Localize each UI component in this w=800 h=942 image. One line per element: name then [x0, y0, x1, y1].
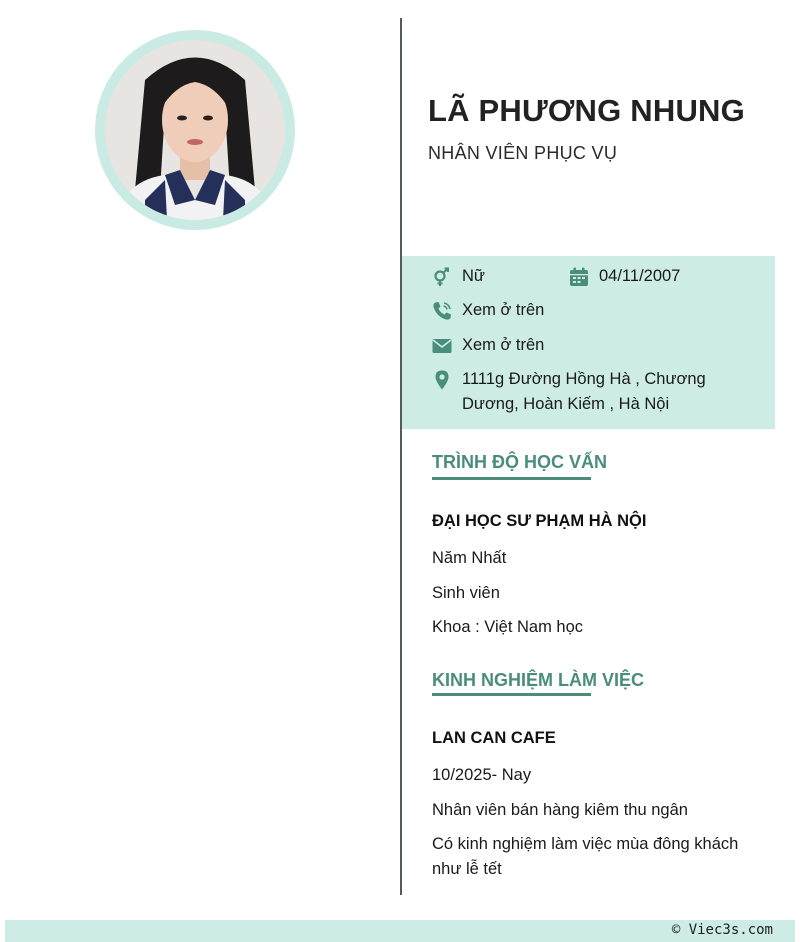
contact-panel [402, 256, 775, 429]
footer-credit: © Viec3s.com [671, 922, 773, 938]
experience-heading: KINH NGHIỆM LÀM VIỆC [432, 670, 645, 690]
email-value: Xem ở trên [462, 336, 545, 354]
candidate-name: LÃ PHƯƠNG NHUNG [428, 93, 745, 128]
gender-row [432, 267, 485, 289]
address-value: 1111g Đường Hồng Hà , Chương Dương, Hoàn Kiếm , Hà Nội [462, 370, 706, 413]
phone-icon [432, 301, 452, 321]
experience-company: LAN CAN CAFE [432, 729, 556, 747]
experience-role: Nhân viên bán hàng kiêm thu ngân [432, 801, 688, 819]
education-school: ĐẠI HỌC SƯ PHẠM HÀ NỘI [432, 512, 647, 530]
education-status: Sinh viên [432, 584, 500, 602]
email-row [432, 336, 544, 358]
calendar-icon [569, 267, 589, 287]
birthdate-value: 04/11/2007 [599, 267, 681, 285]
education-faculty: Khoa : Việt Nam học [432, 618, 584, 636]
gender-value: Nữ [462, 267, 485, 285]
address-row [432, 370, 732, 417]
education-year: Năm Nhất [432, 549, 507, 567]
experience-period: 10/2025- Nay [432, 766, 532, 784]
envelope-icon [432, 336, 452, 356]
vertical-divider [400, 18, 402, 895]
experience-underline [432, 693, 591, 696]
gender-icon [432, 267, 452, 287]
map-pin-icon [432, 370, 452, 390]
footer-bar [5, 920, 795, 942]
education-heading: TRÌNH ĐỘ HỌC VẤN [432, 452, 607, 472]
candidate-position: NHÂN VIÊN PHỤC VỤ [428, 143, 618, 163]
birthdate-row [569, 267, 680, 289]
profile-photo [105, 40, 285, 220]
phone-row [432, 301, 544, 323]
education-underline [432, 477, 591, 480]
experience-detail: Có kinh nghiệm làm việc mùa đông khách như lễ tết [432, 835, 739, 878]
avatar [95, 30, 295, 230]
phone-value: Xem ở trên [462, 301, 545, 319]
